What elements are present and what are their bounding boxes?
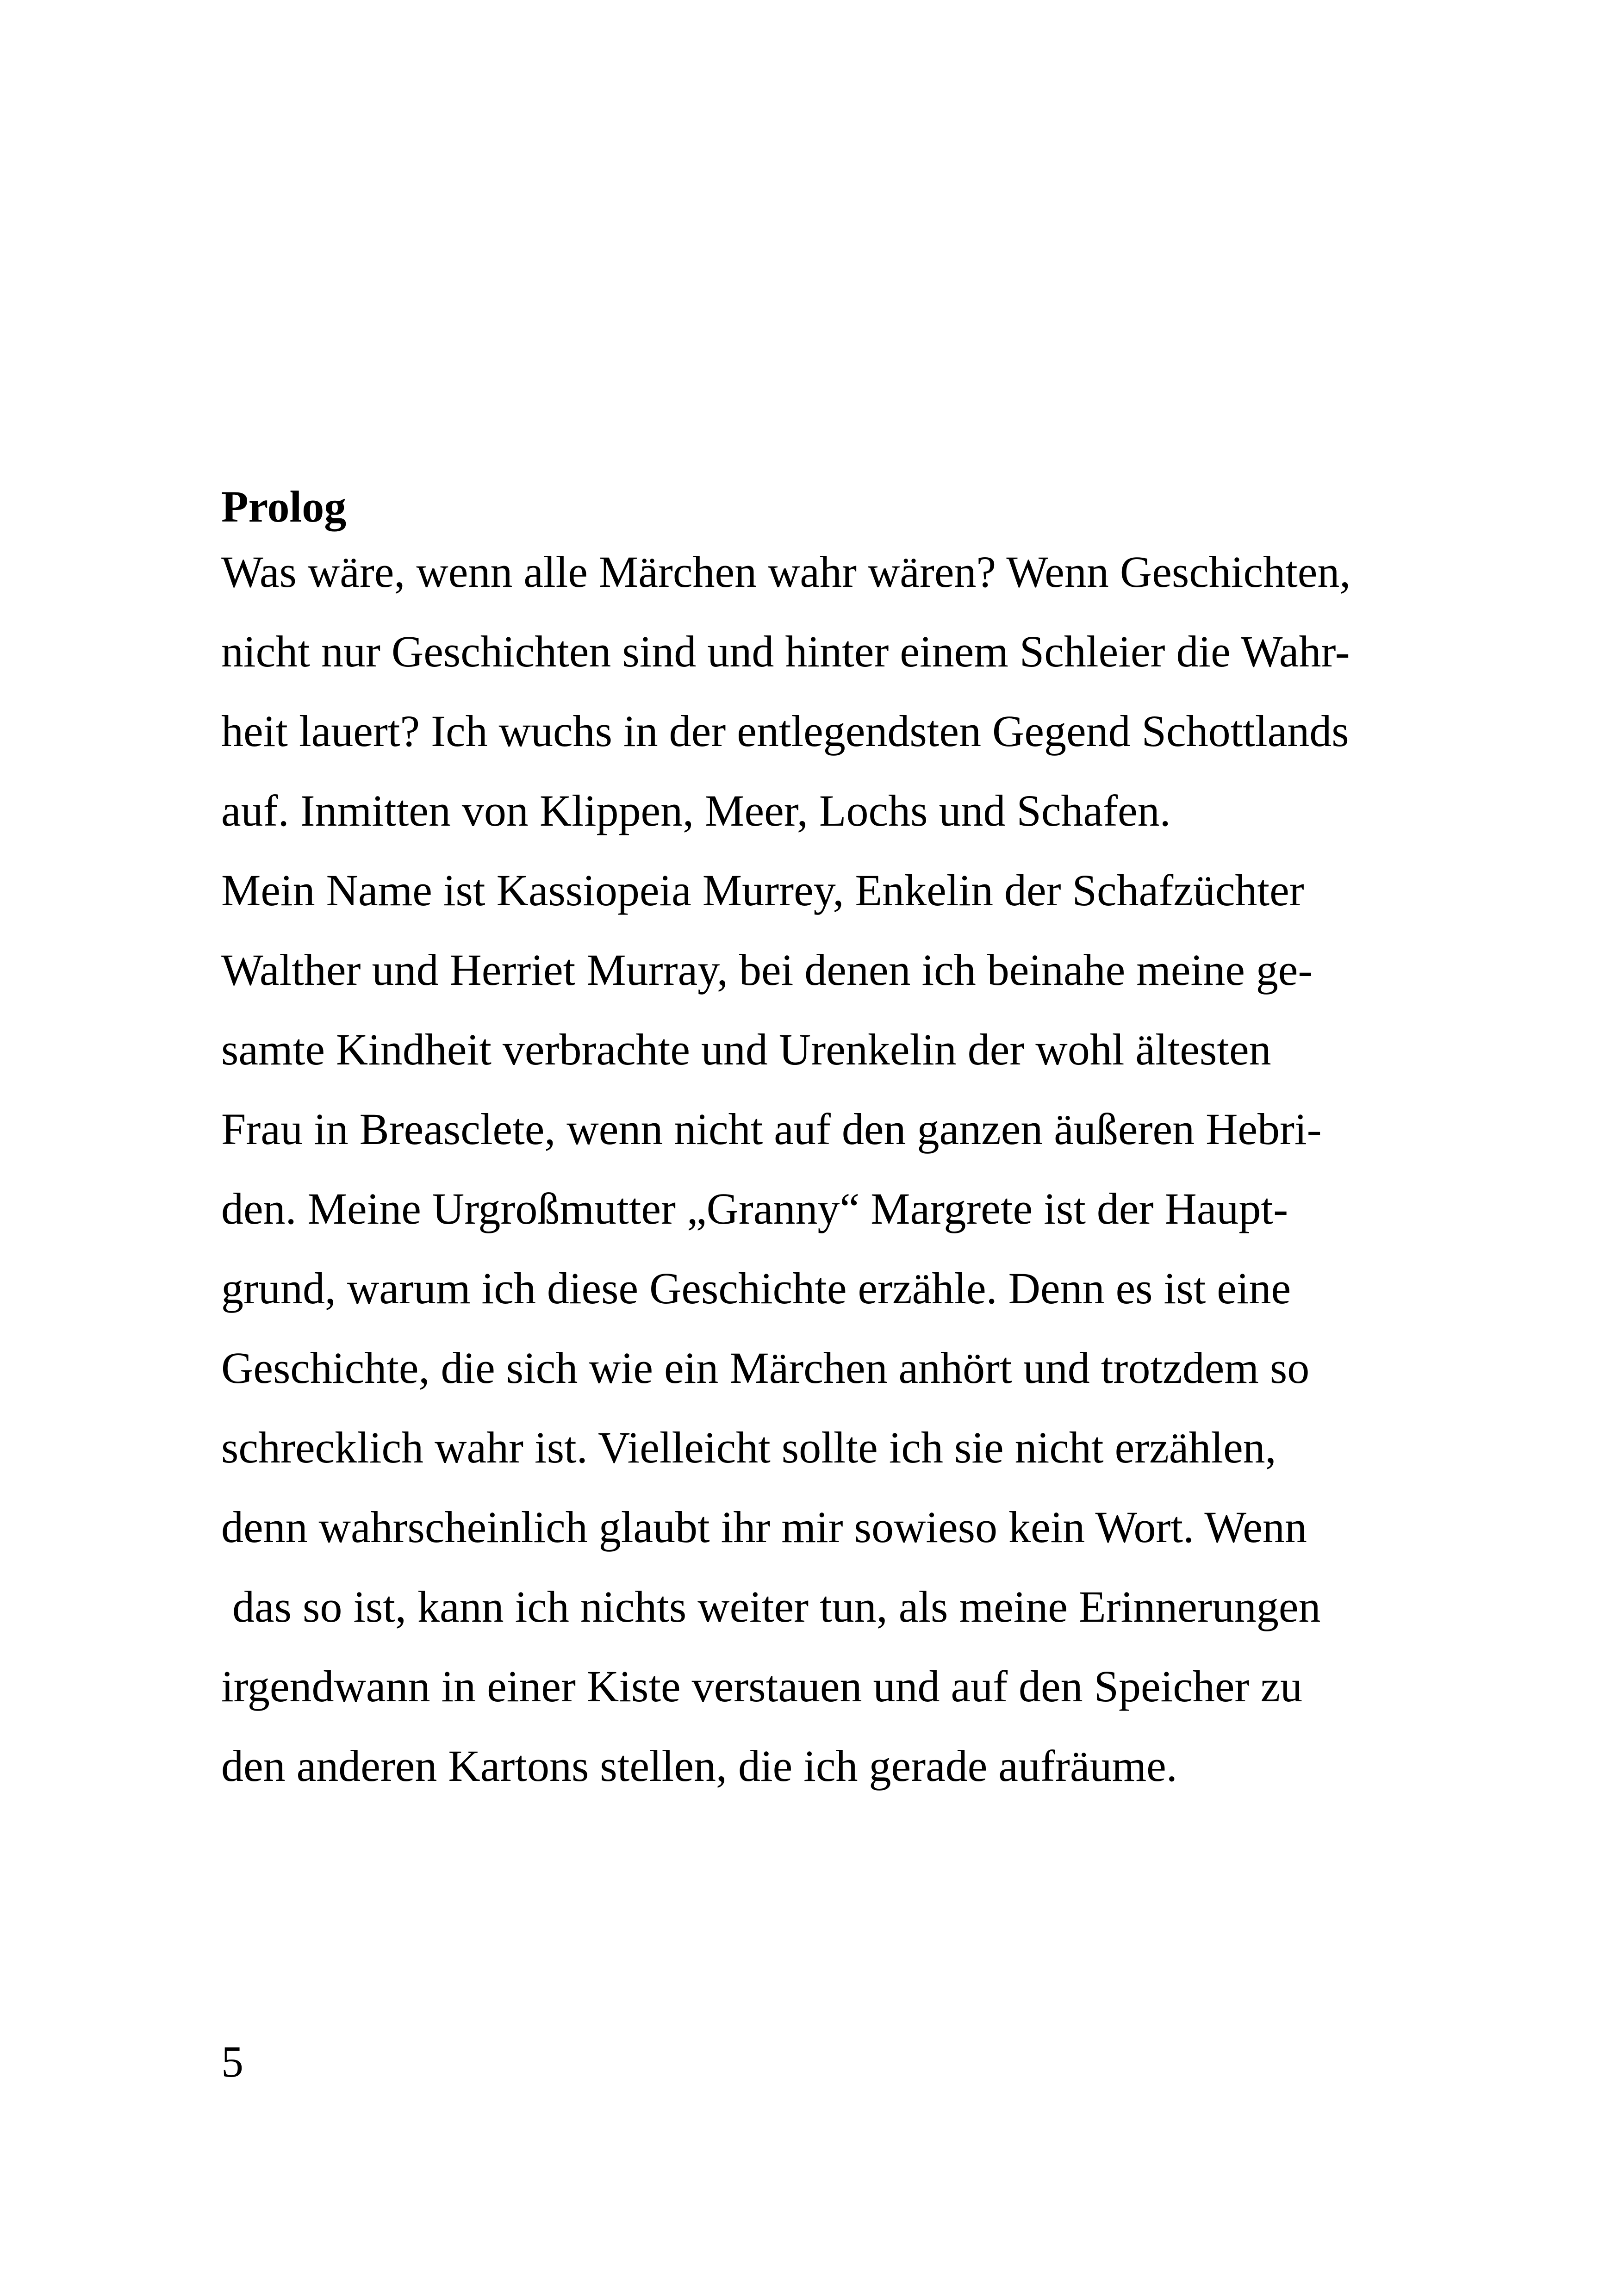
- page-number: 5: [221, 2037, 243, 2086]
- text-line: samte Kindheit verbrachte und Urenkelin der wohl ältesten: [221, 1025, 1271, 1074]
- text-line: Mein Name ist Kassiopeia Murrey, Enkelin der Schafzüchter: [221, 865, 1304, 915]
- text-line: grund, warum ich diese Geschichte erzähle. Denn es ist eine: [221, 1263, 1291, 1313]
- text-line: Was wäre, wenn alle Märchen wahr wären? Wenn Geschichten,: [221, 547, 1351, 597]
- body-text: [221, 532, 1471, 1806]
- text-line: irgendwann in einer Kiste verstauen und auf den Speicher zu: [221, 1661, 1303, 1711]
- text-line: den anderen Kartons stellen, die ich gerade aufräume.: [221, 1741, 1177, 1791]
- text-line: auf. Inmitten von Klippen, Meer, Lochs und Schafen.: [221, 786, 1171, 835]
- chapter-title: Prolog: [221, 482, 347, 531]
- text-line: denn wahrscheinlich glaubt ihr mir sowieso kein Wort. Wenn: [221, 1502, 1307, 1552]
- text-line: heit lauert? Ich wuchs in der entlegendsten Gegend Schottlands: [221, 706, 1349, 756]
- text-line: das so ist, kann ich nichts weiter tun, als meine Erinnerungen: [221, 1582, 1321, 1631]
- text-line: Frau in Breasclete, wenn nicht auf den ganzen äußeren Hebri-: [221, 1104, 1322, 1154]
- text-line: schrecklich wahr ist. Vielleicht sollte ich sie nicht erzählen,: [221, 1423, 1276, 1472]
- text-line: Geschichte, die sich wie ein Märchen anhört und trotzdem so: [221, 1343, 1310, 1393]
- text-line: den. Meine Urgroßmutter „Granny“ Margrete ist der Haupt-: [221, 1184, 1288, 1233]
- text-line: nicht nur Geschichten sind und hinter einem Schleier die Wahr-: [221, 627, 1350, 676]
- text-line: Walther und Herriet Murray, bei denen ich beinahe meine ge-: [221, 945, 1313, 995]
